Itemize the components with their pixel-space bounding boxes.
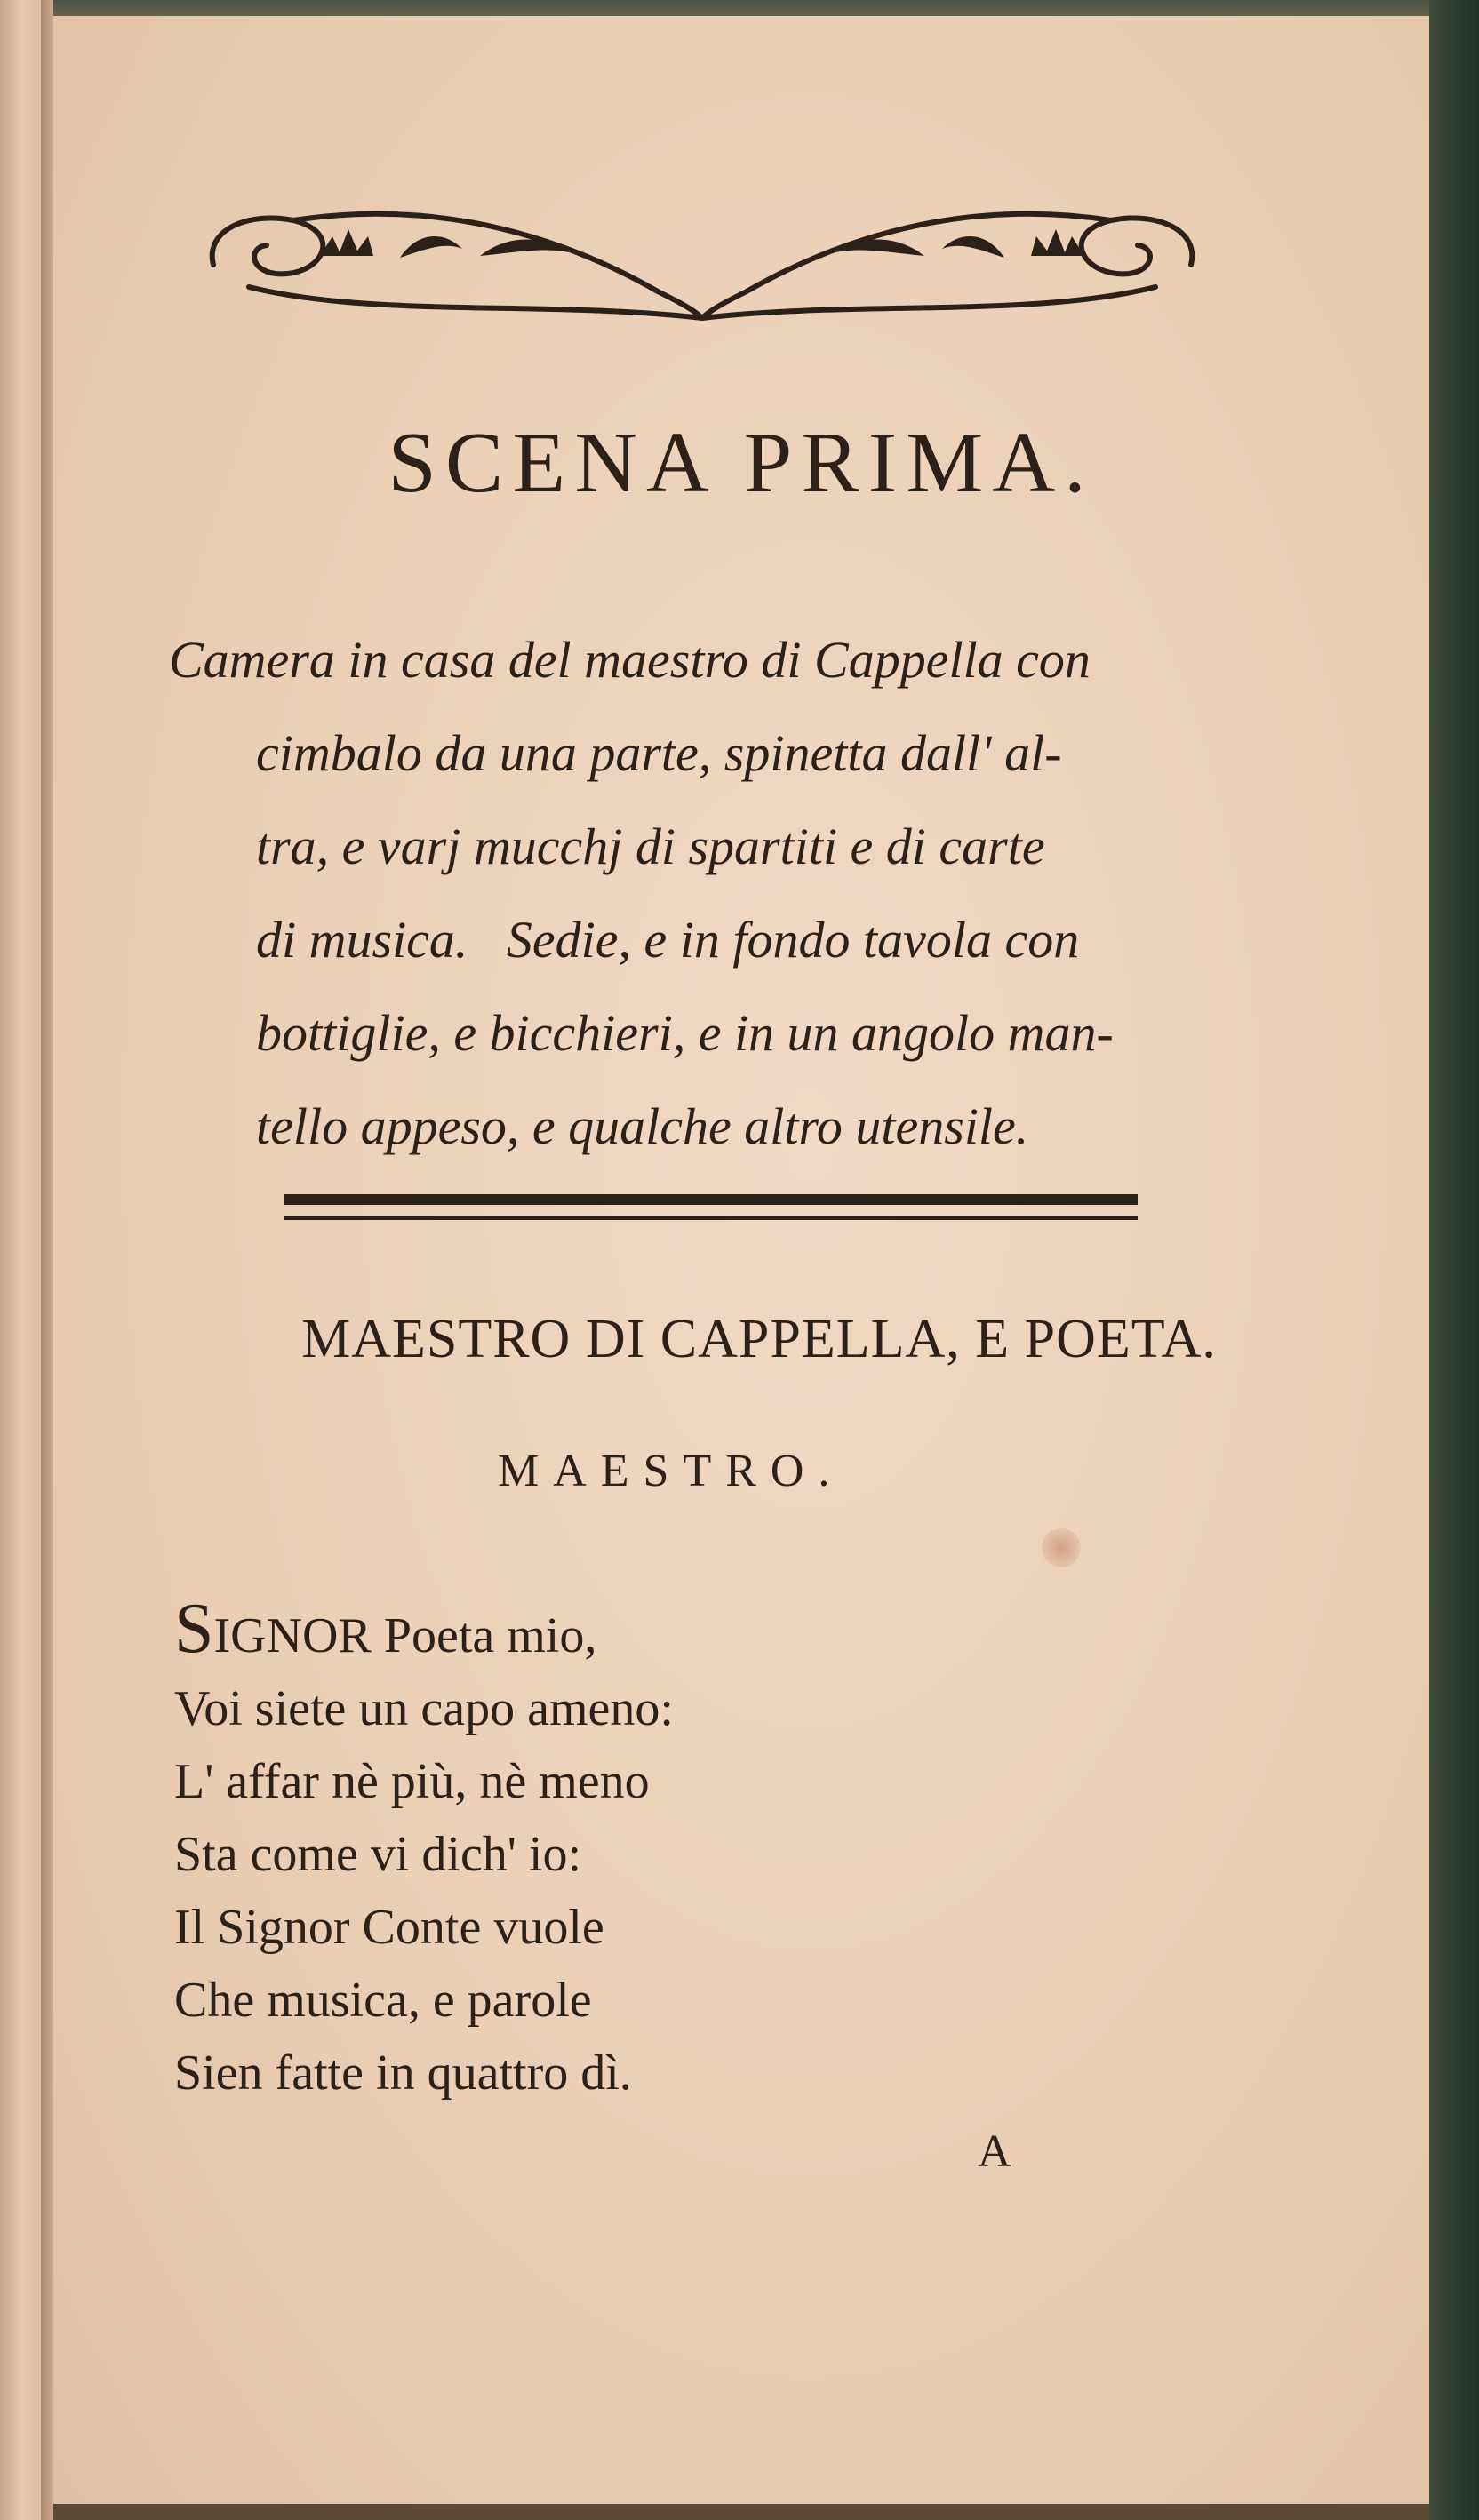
- speaker-name: MAESTRO.: [498, 1446, 844, 1496]
- scroll-ornament-icon: [196, 194, 1209, 327]
- stage-direction: [169, 613, 1262, 1173]
- verse-line: Sta come vi dich' io:: [174, 1827, 582, 1882]
- stage-direction-line: Camera in casa del maestro di Cappella con: [169, 631, 1091, 689]
- scene-title: SCENA PRIMA.: [388, 415, 1095, 511]
- verse-line: Voi siete un capo ameno:: [174, 1681, 674, 1736]
- stage-direction-line: bottiglie, e bicchieri, e in un angolo man-: [256, 1004, 1114, 1062]
- stage-direction-line: cimbalo da una parte, spinetta dall' al-: [256, 724, 1062, 782]
- verse-line: SIGNOR Poeta mio,: [174, 1590, 597, 1668]
- divider-rule-thick: [284, 1194, 1138, 1205]
- verse-line: Che musica, e parole: [174, 1973, 592, 2028]
- book-page: [53, 16, 1429, 2504]
- verse-block: [174, 1592, 1063, 2109]
- paper-stain: [1042, 1528, 1081, 1567]
- stage-direction-line: tra, e varj mucchj di spartiti e di carte: [256, 817, 1045, 875]
- characters-heading: MAESTRO DI CAPPELLA, E POETA.: [301, 1309, 1217, 1369]
- signature-mark: A: [978, 2126, 1011, 2177]
- verse-line: L' affar nè più, nè meno: [174, 1754, 650, 1809]
- stage-direction-line: tello appeso, e qualche altro utensile.: [256, 1097, 1029, 1155]
- verse-line: Il Signor Conte vuole: [174, 1900, 604, 1955]
- right-binding-edge: [1429, 0, 1479, 2520]
- verse-line: Sien fatte in quattro dì.: [174, 2046, 632, 2101]
- stage-direction-line: di musica. Sedie, e in fondo tavola con: [256, 911, 1080, 969]
- divider-rule-thin: [284, 1216, 1138, 1220]
